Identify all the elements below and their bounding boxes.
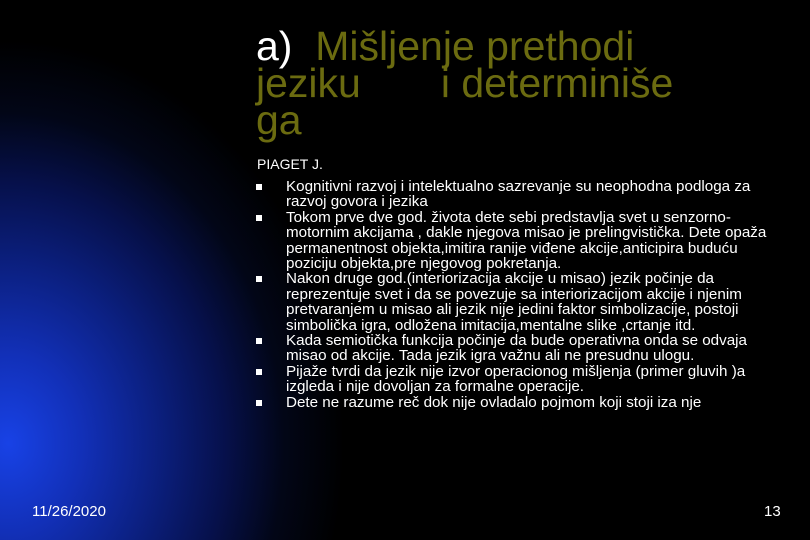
bullet-list [256, 179, 786, 410]
list-item-text: Dete ne razume reč dok nije ovladalo pojmom koji stoji iza nje [286, 393, 702, 411]
list-item [256, 210, 786, 272]
title-prefix: a) [256, 23, 293, 69]
title-line-2 [256, 60, 796, 106]
list-item-text: Nakon druge god.(interiorizacija akcije u misao) jezik počinje da reprezentuje svet i da se povezuje sa interiorizacijom akcije i njenim pretvaranjem u misao ali jezik nije jedini faktor simbolizacije, postoji simbolička igra, odložena imitacija,mentalne slike ,crtanje itd. [286, 270, 742, 334]
title-text-2a: jeziku [256, 60, 361, 106]
slide-number: 13 [764, 503, 781, 520]
slide-title [256, 23, 796, 143]
list-item [256, 364, 786, 395]
square-bullet-icon [256, 215, 262, 221]
slide-date: 11/26/2020 [32, 503, 106, 520]
title-text-1: Mišljenje prethodi [315, 23, 635, 69]
square-bullet-icon [256, 276, 262, 282]
title-line-3: ga [256, 97, 302, 143]
list-item [256, 333, 786, 364]
list-item-text: Kognitivni razvoj i intelektualno sazrevanje su neophodna podloga za razvoj govora i jezika [286, 178, 751, 211]
list-item-text: Pijaže tvrdi da jezik nije izvor operacionog mišljenja (primer gluvih )a izgleda i nije dovoljan za formalne operacije. [286, 362, 746, 396]
author-label: PIAGET J. [257, 156, 323, 172]
list-item-text: Kada semiotička funkcija počinje da bude operativna onda se odvaja misao od akcije. Tada jezik igra važnu ali ne presudnu ulogu. [286, 332, 747, 365]
list-item-text: Tokom prve dve god. života dete sebi predstavlja svet u senzorno-motornim akcijama , dakle njegova misao je prelingvistička. Dete opaža permanentnost objekta,imitira ranije viđene akcije,anticipira buduću poziciju objekta,pre njegovog pokretanja. [286, 208, 767, 273]
square-bullet-icon [256, 184, 262, 190]
square-bullet-icon [256, 400, 262, 406]
square-bullet-icon [256, 369, 262, 375]
square-bullet-icon [256, 338, 262, 344]
list-item [256, 271, 786, 333]
list-item [256, 395, 786, 410]
title-text-2b: i determiniše [440, 60, 674, 106]
list-item [256, 179, 786, 210]
